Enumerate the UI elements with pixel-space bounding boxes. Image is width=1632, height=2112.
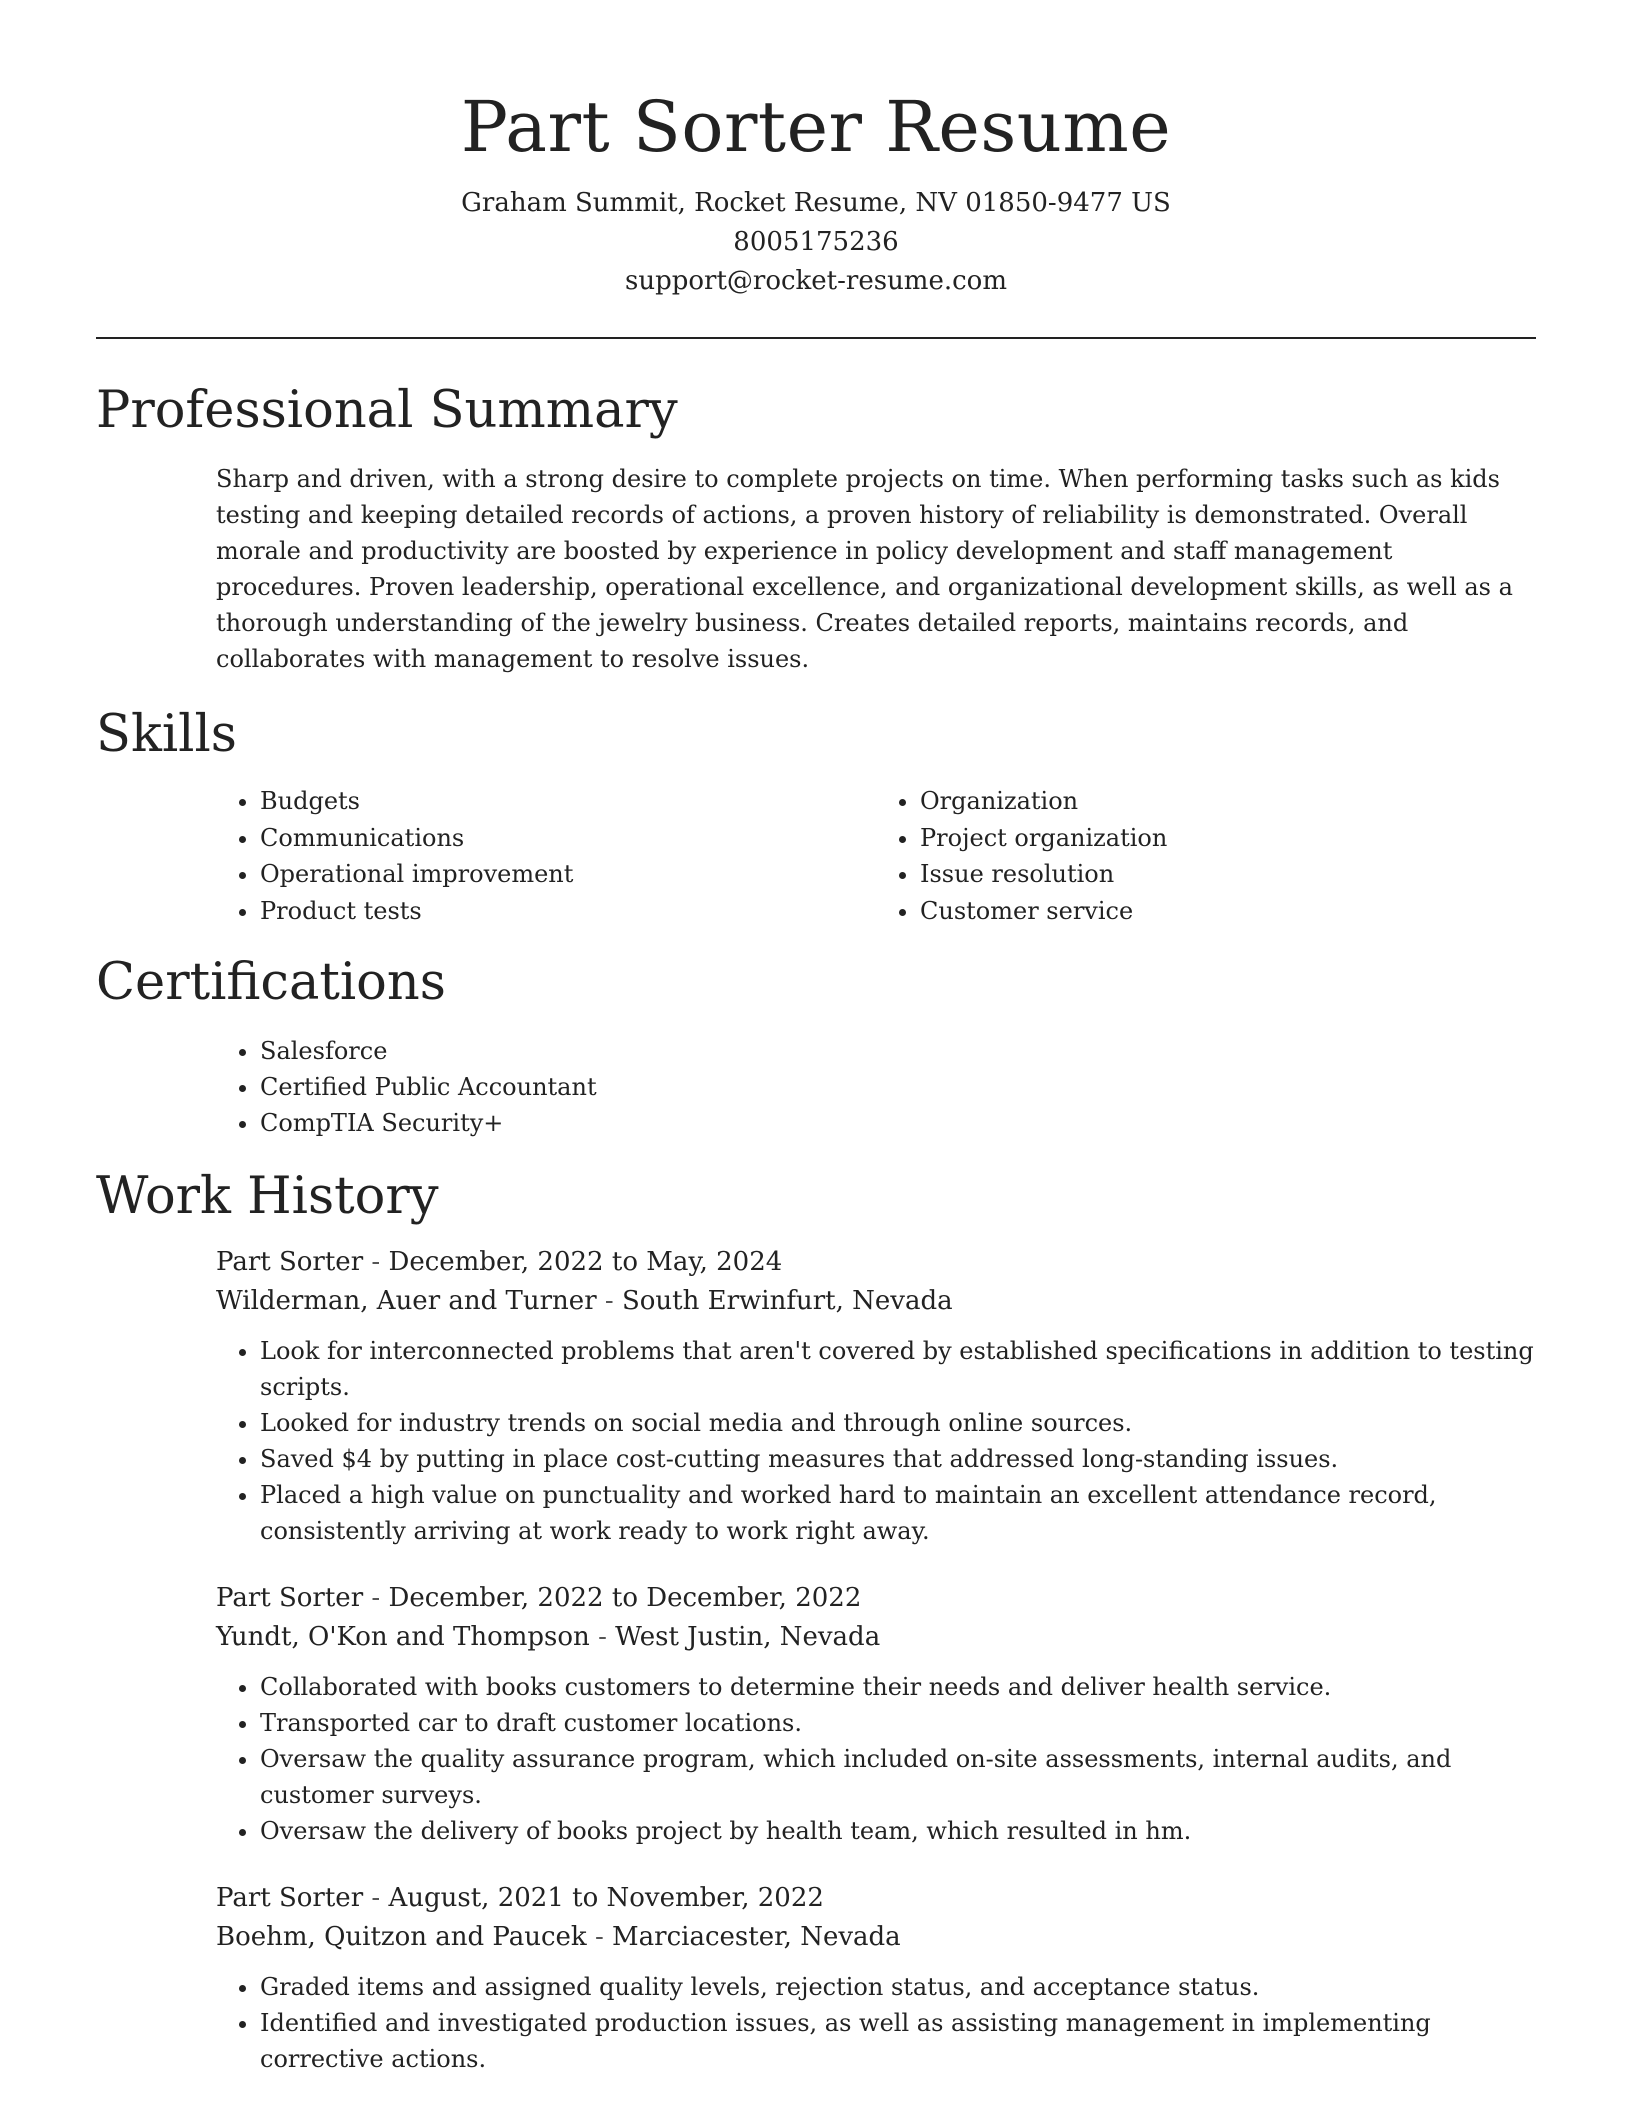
job-location: West Justin, Nevada — [615, 1622, 881, 1652]
work-history-section — [96, 1243, 1536, 2077]
skills-grid — [216, 783, 1536, 929]
job-title-line — [216, 1879, 1536, 1918]
resume-page — [96, 0, 1536, 2077]
skill-item: • Budgets — [260, 783, 876, 820]
job-separator: - — [371, 1883, 389, 1913]
job-bullet: • Looked for industry trends on social media and through online sources. — [260, 1405, 1536, 1441]
job-dates: August, 2021 to November, 2022 — [388, 1883, 824, 1913]
skill-item: • Issue resolution — [920, 856, 1536, 893]
contact-phone: 8005175236 — [733, 227, 899, 257]
certifications-list — [216, 1033, 1536, 1141]
skills-list-left — [216, 783, 876, 929]
skill-item: • Product tests — [260, 893, 876, 930]
resume-header — [96, 0, 1536, 301]
job-location: Marciacester, Nevada — [612, 1922, 901, 1952]
skills-heading: Skills — [96, 705, 237, 764]
job-separator: - — [594, 1922, 613, 1952]
summary-text: Sharp and driven, with a strong desire to complete projects on time. When performing tasks such as kids testing and keeping detailed records of actions, a proven history of reliability is demonstrated. Overall morale and productivity are boosted by experience in policy development and staff management procedures. Proven leadership, operational excellence, and organizational development skills, as well as a thorough understanding of the jewelry business. Creates detailed reports, maintains records, and collaborates with management to resolve issues. — [216, 465, 1513, 673]
certification-item: • Certified Public Accountant — [260, 1069, 1536, 1105]
skill-item: • Project organization — [920, 820, 1536, 857]
job-separator: - — [371, 1583, 389, 1613]
job-role: Part Sorter — [216, 1583, 364, 1613]
resume-title: Part Sorter Resume — [460, 86, 1172, 168]
skill-item: • Operational improvement — [260, 856, 876, 893]
skills-list-right — [876, 783, 1536, 929]
skill-item: • Customer service — [920, 893, 1536, 930]
certification-item: • CompTIA Security+ — [260, 1105, 1536, 1141]
job-separator: - — [371, 1247, 389, 1277]
job-dates: December, 2022 to May, 2024 — [388, 1247, 783, 1277]
work-history-heading: Work History — [96, 1167, 439, 1226]
certifications-heading: Certifications — [96, 953, 446, 1012]
job-bullet: • Oversaw the delivery of books project by health team, which resulted in hm. — [260, 1813, 1536, 1849]
job-title-line — [216, 1579, 1536, 1618]
job-separator: - — [598, 1622, 616, 1652]
skill-item: • Organization — [920, 783, 1536, 820]
contact-address: Graham Summit, Rocket Resume, NV 01850-9477 US — [461, 188, 1171, 218]
job-location: South Erwinfurt, Nevada — [621, 1286, 953, 1316]
job-role: Part Sorter — [216, 1247, 364, 1277]
job-bullet: • Graded items and assigned quality levels, rejection status, and acceptance status. — [260, 1969, 1536, 2005]
job-role: Part Sorter — [216, 1883, 364, 1913]
job-company-line — [216, 1618, 1536, 1657]
certifications-section — [96, 1033, 1536, 1141]
job-separator: - — [604, 1286, 622, 1316]
job-company: Wilderman, Auer and Turner — [216, 1286, 597, 1316]
job-company-line — [216, 1918, 1536, 1957]
job-company: Yundt, O'Kon and Thompson — [216, 1622, 590, 1652]
job-bullets — [216, 1669, 1536, 1849]
job-bullet: • Saved $4 by putting in place cost-cutting measures that addressed long-standing issues. — [260, 1441, 1536, 1477]
job-dates: December, 2022 to December, 2022 — [388, 1583, 862, 1613]
job-title-line — [216, 1243, 1536, 1282]
header-divider — [96, 337, 1536, 339]
skills-section — [96, 783, 1536, 929]
job-bullet: • Transported car to draft customer locations. — [260, 1705, 1536, 1741]
job-bullet: • Oversaw the quality assurance program, which included on-site assessments, internal audits, and customer surveys. — [260, 1741, 1536, 1813]
summary-section — [96, 461, 1536, 677]
job-company-line — [216, 1282, 1536, 1321]
summary-heading: Professional Summary — [96, 381, 678, 440]
job-entry — [216, 1879, 1536, 2077]
contact-block — [96, 184, 1536, 301]
job-bullet: • Identified and investigated production issues, as well as assisting management in implementing corrective actions. — [260, 2005, 1536, 2077]
certification-item: • Salesforce — [260, 1033, 1536, 1069]
job-entry — [216, 1579, 1536, 1849]
job-company: Boehm, Quitzon and Paucek — [216, 1922, 587, 1952]
contact-email: support@rocket-resume.com — [624, 266, 1007, 296]
job-bullets — [216, 1333, 1536, 1549]
job-entry — [216, 1243, 1536, 1549]
job-bullets — [216, 1969, 1536, 2077]
skill-item: • Communications — [260, 820, 876, 857]
job-bullet: • Look for interconnected problems that aren't covered by established specifications in addition to testing scripts. — [260, 1333, 1536, 1405]
job-bullet: • Collaborated with books customers to determine their needs and deliver health service. — [260, 1669, 1536, 1705]
job-bullet: • Placed a high value on punctuality and worked hard to maintain an excellent attendance record, consistently arriving at work ready to work right away. — [260, 1477, 1536, 1549]
